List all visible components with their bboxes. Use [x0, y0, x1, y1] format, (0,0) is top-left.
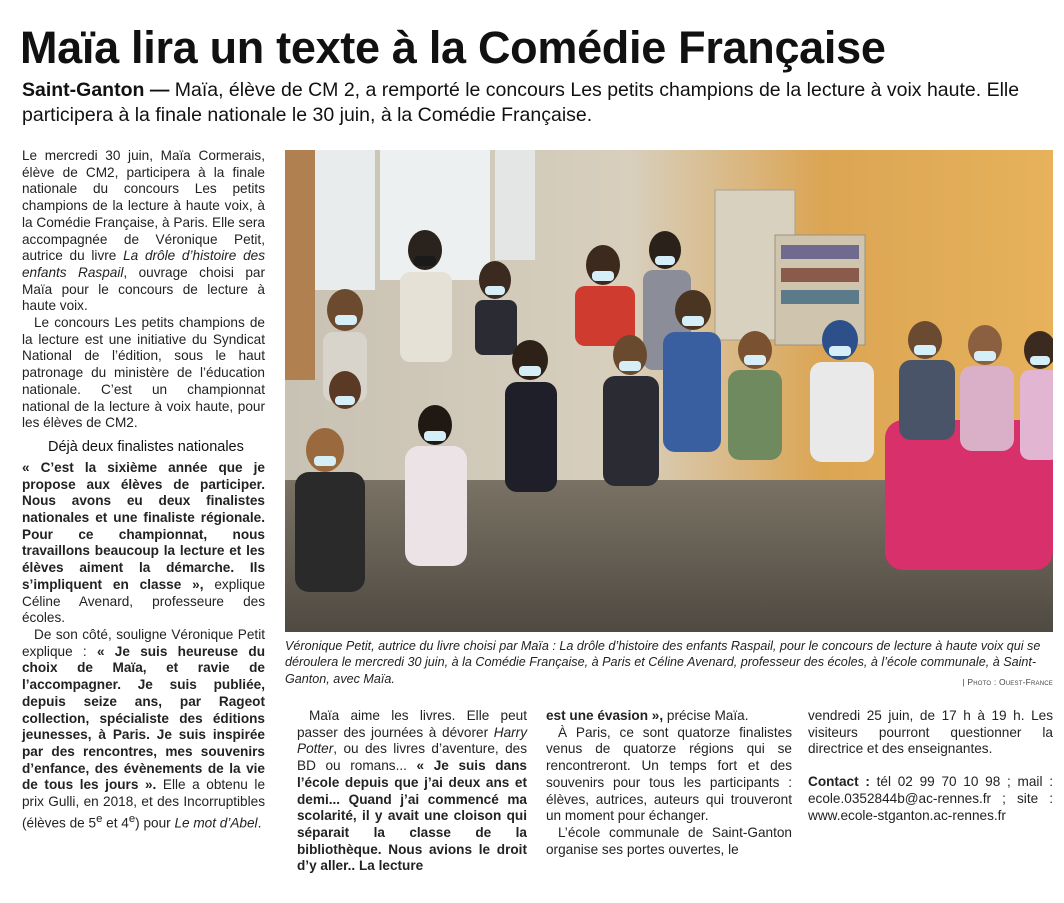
contact-details: tél 02 99 70 10 98 ; mail : ecole.0352844b@ac-rennes.fr ; site : www.ecole-stganton.ac-rennes.fr: [808, 774, 1053, 823]
book-harry-potter: Harry Potter: [297, 724, 527, 757]
lead-paragraph: [22, 78, 1042, 128]
superscript: e: [96, 812, 103, 825]
lead-place: Saint-Ganton —: [22, 79, 170, 101]
col2-text-b: , ou des livres d’aventure, des BD ou romans...: [297, 741, 527, 774]
book-title-2: Le mot d’Abel: [174, 815, 258, 831]
col3-text: précise Maïa.: [663, 708, 749, 723]
headline: Maïa lira un texte à la Comédie Française: [20, 22, 886, 73]
col1-p4-d: ) pour: [135, 815, 175, 831]
col1-p2: Le concours Les petits champions de la lecture est une initiative du Syndicat National de l’édition, sous le haut patronage du ministère de l’éducation nationale. C’est un championnat national de la lecture à voix haute, pour les élèves de CM2.: [22, 315, 265, 431]
col4-p1: vendredi 25 juin, de 17 h à 19 h. Les visiteurs pourront questionner la directrice et des enseignantes.: [808, 708, 1053, 757]
col3-p2: À Paris, ce sont quatorze finalistes venus de quatorze régions qui se rencontreront. Un temps fort et des souvenirs pour tous les participants : élèves, autrices, auteurs qui trouveront un moment pour échanger.: [546, 724, 792, 824]
quote-teacher: « C’est la sixième année que je propose aux élèves de participer. Nous avons eu deux finalistes nationales et une finaliste régionale. Pour ce championnat, nous travaillons beaucoup la lecture et les élèves aiment la démarche. Ils s’impliquent en classe »,: [22, 459, 265, 592]
article-column-3: [546, 708, 792, 858]
quote-maia: « Je suis dans l’école depuis que j’ai deux ans et demi... Quand j’ai commencé ma scolarité, il y avait une cloison qui séparait la classe de la bibliothèque. Nous avions le droit d’y aller.. La lecture: [297, 758, 527, 874]
col1-p4: De son côté, souligne Véronique Petit explique :: [22, 626, 265, 659]
col1-p4-b: Elle a obtenu le prix Gulli, en 2018, et des Incorruptibles (élèves de 5: [22, 777, 266, 831]
article-column-1: [22, 148, 265, 832]
article-column-2: [297, 708, 527, 875]
article-column-4: [808, 708, 1053, 824]
col1-p4-c: et 4: [102, 815, 129, 831]
subheading: Déjà deux finalistes nationales: [48, 438, 244, 455]
col3-p3: L’école communale de Saint-Ganton organise ses portes ouvertes, le: [546, 824, 792, 857]
quote-author: « Je suis heureuse du choix de Maïa, et ravie de l’accompagner. Je suis publiée, depuis seize ans, par Rageot collection, spécialiste des éditions jeunesses, à Paris. Je suis inspirée par des rencontres, mes souvenirs d’enfance, des évènements de la vie de tous les jours ».: [22, 643, 265, 793]
col2-text: Maïa aime les livres. Elle peut passer des journées à dévorer: [297, 708, 527, 740]
contact-label: Contact :: [808, 774, 870, 790]
col1-p1: Le mercredi 30 juin, Maïa Cormerais, élève de CM2, participera à la finale nationale du concours Les petits champions de la lecture à haute voix, à la Comédie Française, à Paris. Elle sera accompagnée de Véronique Petit, autrice du livre: [22, 148, 265, 264]
lead-text: Maïa, élève de CM 2, a remporté le concours Les petits champions de la lecture à voix haute. Elle participera à la finale nationale le 30 juin, à la Comédie Française.: [22, 79, 1020, 126]
photo-credit: | Photo : Ouest-France: [962, 677, 1053, 687]
class-photo: [285, 150, 1053, 632]
col1-p1-end: , ouvrage choisi par Maïa pour le concours de lecture à haute voix.: [22, 264, 266, 314]
col1-p3-end: explique Céline Avenard, professeure des écoles.: [22, 576, 266, 626]
quote-maia-end: est une évasion »,: [546, 708, 664, 723]
photo-caption: Véronique Petit, autrice du livre choisi par Maïa : La drôle d’histoire des enfants Raspail, pour le concours de lecture à haute voix qui se déroulera le mercredi 30 juin, à la Comédie Française, à Paris et Céline Avenard, professeur des écoles, à l’école communale, à Saint-Ganton, avec Maïa.: [285, 639, 1041, 686]
col1-p4-end: .: [257, 815, 262, 831]
book-title: La drôle d’histoire des enfants Raspail: [22, 248, 265, 280]
superscript: e: [128, 812, 136, 825]
